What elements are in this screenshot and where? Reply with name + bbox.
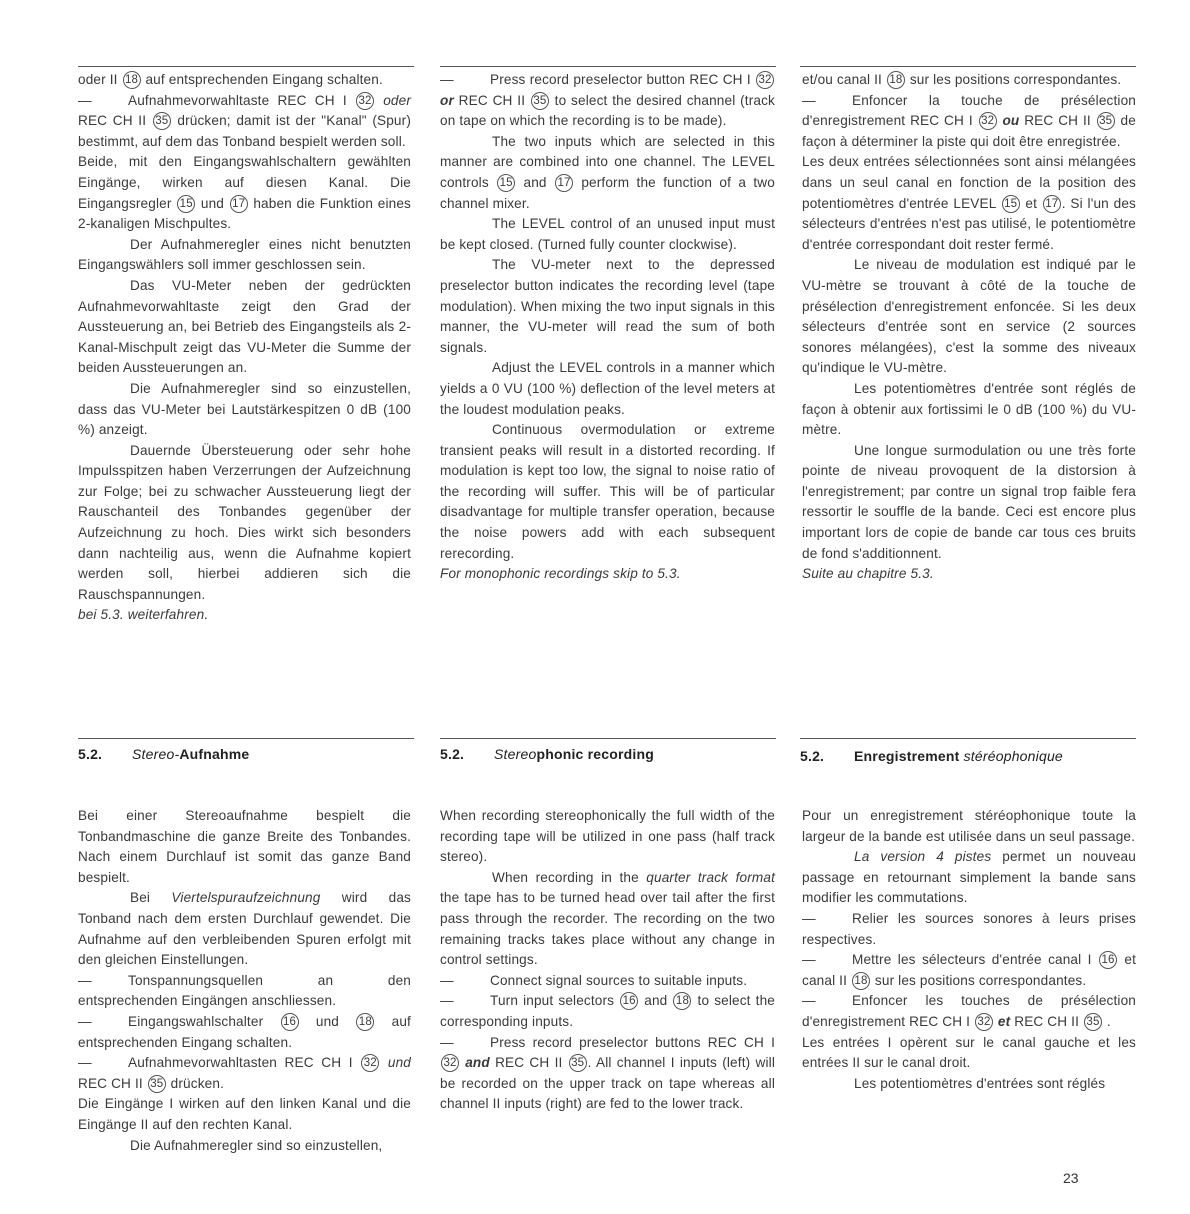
section-heading-english: 5.2. Stereophonic recording bbox=[440, 746, 654, 762]
mid-rule-de bbox=[78, 738, 414, 739]
skip-note: For monophonic recordings skip to 5.3. bbox=[440, 566, 681, 582]
paragraph: Die Eingänge I wirken auf den linken Kanal und die Eingänge II auf den rechten Kanal. bbox=[78, 1096, 411, 1132]
paragraph: The two inputs which are selected in this manner are combined into one channel. The LEVEL controls 15 and 17 perform the function of a two channel mixer. bbox=[440, 133, 775, 211]
ref-number: 18 bbox=[852, 972, 870, 990]
paragraph: Les deux entrées sélectionnées sont ainsi mélangées dans un seul canal en fonction de la position des potentiomètres d'entrée LEVEL 15 et 17 . Si l'un des sélecteurs d'entrées n'est pas utilisé, le potentiomètre d'entrée correspondant doit rester fermé. bbox=[802, 154, 1136, 252]
paragraph: Pour un enregistrement stéréophonique toute la largeur de la bande est utilisée dans un seul passage. bbox=[802, 808, 1136, 844]
paragraph: Continuous overmodulation or extreme transient peaks will result in a distorted recording. If modulation is kept too low, the signal to noise ratio of the recording will suffer. This will be of particular disadvantage for multiple transfer operation, because the noise powers add with each subsequent rerecording. bbox=[440, 422, 775, 561]
ref-number: 35 bbox=[1097, 112, 1115, 130]
ref-number: 32 bbox=[356, 92, 374, 110]
ref-number: 32 bbox=[975, 1013, 993, 1031]
paragraph: Die Aufnahmeregler sind so einzustellen, dass das VU-Meter bei Lautstärkespitzen 0 dB (100 %) anzeigt. bbox=[78, 380, 411, 438]
ref-number: 35 bbox=[531, 92, 549, 110]
paragraph: Die Aufnahmeregler sind so einzustellen, bbox=[130, 1137, 383, 1153]
paragraph: Bei Viertelspuraufzeichnung wird das Tonband nach dem ersten Durchlauf gewendet. Die Aufnahme auf den verbleibenden Spuren erfolgt mit den gleichen Einstellungen. bbox=[78, 890, 411, 968]
paragraph: Der Aufnahmeregler eines nicht benutzten Eingangswählers soll immer geschlossen sein. bbox=[78, 236, 411, 273]
paragraph: Bei einer Stereoaufnahme bespielt die Tonbandmaschine die ganze Breite des Tonbandes. Nach einem Durchlauf ist somit das ganze Band bespielt. bbox=[78, 808, 411, 885]
paragraph: Le niveau de modulation est indiqué par le VU-mètre se trouvant à côté de la touche de présélection d'enregistrement enfoncée. Si les deux sélecteurs d'entrée sont en service (2 sources sonores mélangées), c'est la somme des niveaux qu'indique le VU-mètre. bbox=[802, 257, 1136, 376]
column-german-top bbox=[78, 70, 411, 626]
paragraph: — Mettre les sélecteurs d'entrée canal I 16 et canal II 18 sur les positions correspondantes. bbox=[802, 950, 1136, 991]
skip-note: Suite au chapitre 5.3. bbox=[802, 566, 934, 582]
paragraph: — Tonspannungsquellen an den entsprechenden Eingängen anschliessen. bbox=[78, 971, 411, 1012]
ref-number: 15 bbox=[1002, 195, 1020, 213]
ref-number: 32 bbox=[979, 112, 997, 130]
paragraph: When recording stereophonically the full width of the recording tape will be utilized in one pass (half track stereo). bbox=[440, 808, 775, 865]
ref-number: 17 bbox=[230, 195, 248, 213]
paragraph: oder II 18 auf entsprechenden Eingang schalten. bbox=[78, 72, 383, 87]
paragraph: — Connect signal sources to suitable inputs. bbox=[440, 971, 775, 992]
ref-number: 18 bbox=[356, 1013, 374, 1031]
column-french-bottom bbox=[802, 806, 1136, 1094]
column-german-bottom bbox=[78, 806, 411, 1156]
ref-number: 18 bbox=[123, 71, 141, 89]
paragraph: The LEVEL control of an unused input must be kept closed. (Turned fully counter clockwise). bbox=[440, 216, 775, 252]
paragraph: La version 4 pistes permet un nouveau passage en retournant simplement la bande sans modifier les commutations. bbox=[802, 849, 1136, 906]
ref-number: 35 bbox=[1084, 1013, 1102, 1031]
paragraph: Les entrées I opèrent sur le canal gauche et les entrées II sur le canal droit. bbox=[802, 1034, 1136, 1071]
paragraph: Les potentiomètres d'entrées sont réglés bbox=[854, 1075, 1106, 1091]
paragraph: — Eingangswahlschalter 16 und 18 auf entsprechenden Eingang schalten. bbox=[78, 1012, 411, 1053]
ref-number: 18 bbox=[673, 992, 691, 1010]
ref-number: 32 bbox=[361, 1054, 379, 1072]
section-heading-german: 5.2. Stereo-Aufnahme bbox=[78, 746, 250, 762]
column-english-top bbox=[440, 70, 775, 585]
paragraph: Dauernde Übersteuerung oder sehr hohe Impulsspitzen haben Verzerrungen der Aufzeichnung zur Folge; bei zu schwacher Aussteuerung liegt der Rauschanteil des Tonbandes gegenüber der Aufzeichnung zu hoch. Dies wirkt sich besonders dann nachteilig aus, wenn die Aufnahme kopiert werden soll, hierbei addieren sich die Rauschspannungen. bbox=[78, 442, 411, 602]
ref-number: 16 bbox=[620, 992, 638, 1010]
ref-number: 35 bbox=[153, 112, 171, 130]
paragraph: Beide, mit den Eingangswahlschaltern gewählten Eingänge, wirken auf diesen Kanal. Die Eingangsregler 15 und 17 haben die Funktion eines 2-kanaligen Mischpultes. bbox=[78, 154, 411, 232]
top-rule-de bbox=[78, 66, 414, 67]
ref-number: 16 bbox=[281, 1013, 299, 1031]
section-heading-french: 5.2. Enregistrement stéréophonique bbox=[800, 748, 1063, 764]
ref-number: 15 bbox=[177, 195, 195, 213]
paragraph: Adjust the LEVEL controls in a manner which yields a 0 VU (100 %) deflection of the level meters at the loudest modulation peaks. bbox=[440, 360, 775, 417]
paragraph: Les potentiomètres d'entrée sont réglés de façon à obtenir aux fortissimi le 0 dB (100 %) du VU-mètre. bbox=[802, 380, 1136, 438]
paragraph: When recording in the quarter track format the tape has to be turned head over tail after the first pass through the recorder. The recording on the two remaining tracks takes place without any change in control settings. bbox=[440, 869, 775, 968]
top-rule-fr bbox=[800, 66, 1136, 67]
column-english-bottom bbox=[440, 806, 775, 1115]
paragraph: — Press record preselector buttons REC CH I 32 and REC CH II 35 . All channel I inputs (left) will be recorded on the upper track on tape whereas all channel II inputs (right) are fed to the lower track. bbox=[440, 1033, 775, 1115]
ref-number: 35 bbox=[148, 1075, 166, 1093]
column-french-top bbox=[802, 70, 1136, 585]
paragraph: — Aufnahmevorwahltaste REC CH I 32 oder REC CH II 35 drücken; damit ist der "Kanal" (Spur) bestimmt, auf dem das Tonband bespielt werden soll. bbox=[78, 91, 411, 153]
page-number: 23 bbox=[1063, 1170, 1079, 1186]
ref-number: 35 bbox=[569, 1054, 587, 1072]
paragraph: — Press record preselector button REC CH I 32 or REC CH II 35 to select the desired channel (track on tape on which the recording is to be made). bbox=[440, 70, 775, 132]
mid-rule-en bbox=[440, 738, 776, 739]
paragraph: The VU-meter next to the depressed preselector button indicates the recording level (tape modulation). When mixing the two input signals in this manner, the VU-meter will read the sum of both signals. bbox=[440, 257, 775, 355]
ref-number: 16 bbox=[1099, 951, 1117, 969]
ref-number: 15 bbox=[497, 174, 515, 192]
paragraph: — Relier les sources sonores à leurs prises respectives. bbox=[802, 909, 1136, 950]
paragraph: et/ou canal II 18 sur les positions correspondantes. bbox=[802, 72, 1122, 87]
paragraph: — Enfoncer la touche de présélection d'enregistrement REC CH I 32 ou REC CH II 35 de façon à déterminer la piste qui doit être enregistrée. bbox=[802, 91, 1136, 153]
paragraph: — Enfoncer les touches de présélection d'enregistrement REC CH I 32 et REC CH II 35 . bbox=[802, 991, 1136, 1032]
ref-number: 32 bbox=[441, 1054, 459, 1072]
paragraph: — Turn input selectors 16 and 18 to select the corresponding inputs. bbox=[440, 991, 775, 1032]
ref-number: 17 bbox=[555, 174, 573, 192]
top-rule-en bbox=[440, 66, 776, 67]
paragraph: — Aufnahmevorwahltasten REC CH I 32 und REC CH II 35 drücken. bbox=[78, 1053, 411, 1094]
skip-note: bei 5.3. weiterfahren. bbox=[78, 607, 209, 623]
ref-number: 18 bbox=[887, 71, 905, 89]
paragraph: Une longue surmodulation ou une très forte pointe de niveau provoquent de la distorsion à l'enregistrement; par contre un signal trop faible fera ressortir le souffle de la bande. Ceci est encore plus important lors de copie de bande car tous ces bruits de fond s'additionnent. bbox=[802, 442, 1136, 561]
paragraph: Das VU-Meter neben der gedrückten Aufnahmevorwahltaste zeigt den Grad der Aussteuerung an, bei Betrieb des Eingangsteils als 2-Kanal-Mischpult zeigt das VU-Meter die Summe der beiden Aussteuerungen an. bbox=[78, 277, 411, 376]
ref-number: 32 bbox=[756, 71, 774, 89]
ref-number: 17 bbox=[1043, 195, 1061, 213]
mid-rule-fr bbox=[800, 738, 1136, 739]
